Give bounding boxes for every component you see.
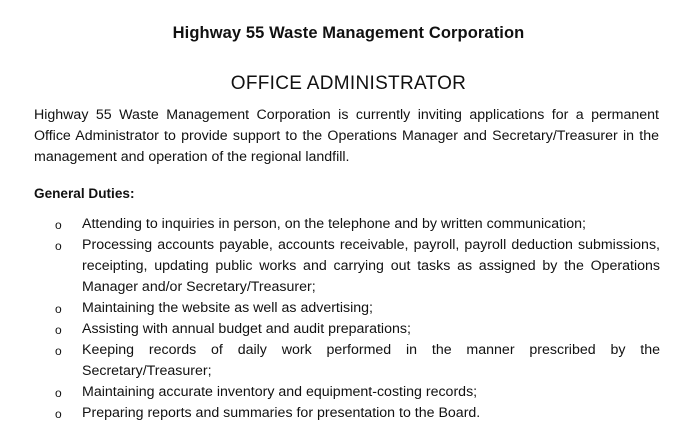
duty-text: Attending to inquiries in person, on the telephone and by written communication; [82, 216, 586, 232]
list-item [34, 214, 660, 235]
bullet-icon: o [55, 323, 62, 337]
duty-text: Processing accounts payable, accounts receivable, payroll, payroll deduction submissions, receipting, updating public works and carrying out tasks as assigned by the Operations Manager and/or Secretary/Treasurer; [82, 237, 660, 295]
list-item [34, 235, 660, 298]
list-item [34, 319, 660, 340]
duty-text: Maintaining accurate inventory and equipment-costing records; [82, 384, 478, 400]
company-title: Highway 55 Waste Management Corporation [172, 24, 525, 42]
bullet-icon: o [55, 344, 62, 358]
list-item [34, 403, 660, 424]
duties-list [34, 214, 660, 424]
duty-text: Maintaining the website as well as advertising; [82, 300, 373, 316]
bullet-icon: o [55, 239, 62, 253]
general-duties-heading: General Duties: [34, 186, 135, 201]
duty-text: Keeping records of daily work performed in the manner prescribed by the Secretary/Treasurer; [82, 342, 660, 379]
bullet-icon: o [55, 302, 62, 316]
bullet-icon: o [55, 407, 62, 421]
position-title: OFFICE ADMINISTRATOR [230, 73, 467, 94]
intro-paragraph: Highway 55 Waste Management Corporation is currently inviting applications for a permanent Office Administrator to provide support to the Operations Manager and Secretary/Treasurer in the management and operation of the regional landfill. [34, 107, 659, 165]
duty-text: Assisting with annual budget and audit preparations; [82, 321, 411, 337]
duty-text: Preparing reports and summaries for presentation to the Board. [82, 405, 481, 421]
list-item [34, 298, 660, 319]
bullet-icon: o [55, 218, 62, 232]
list-item [34, 382, 660, 403]
bullet-icon: o [55, 386, 62, 400]
list-item [34, 340, 660, 382]
